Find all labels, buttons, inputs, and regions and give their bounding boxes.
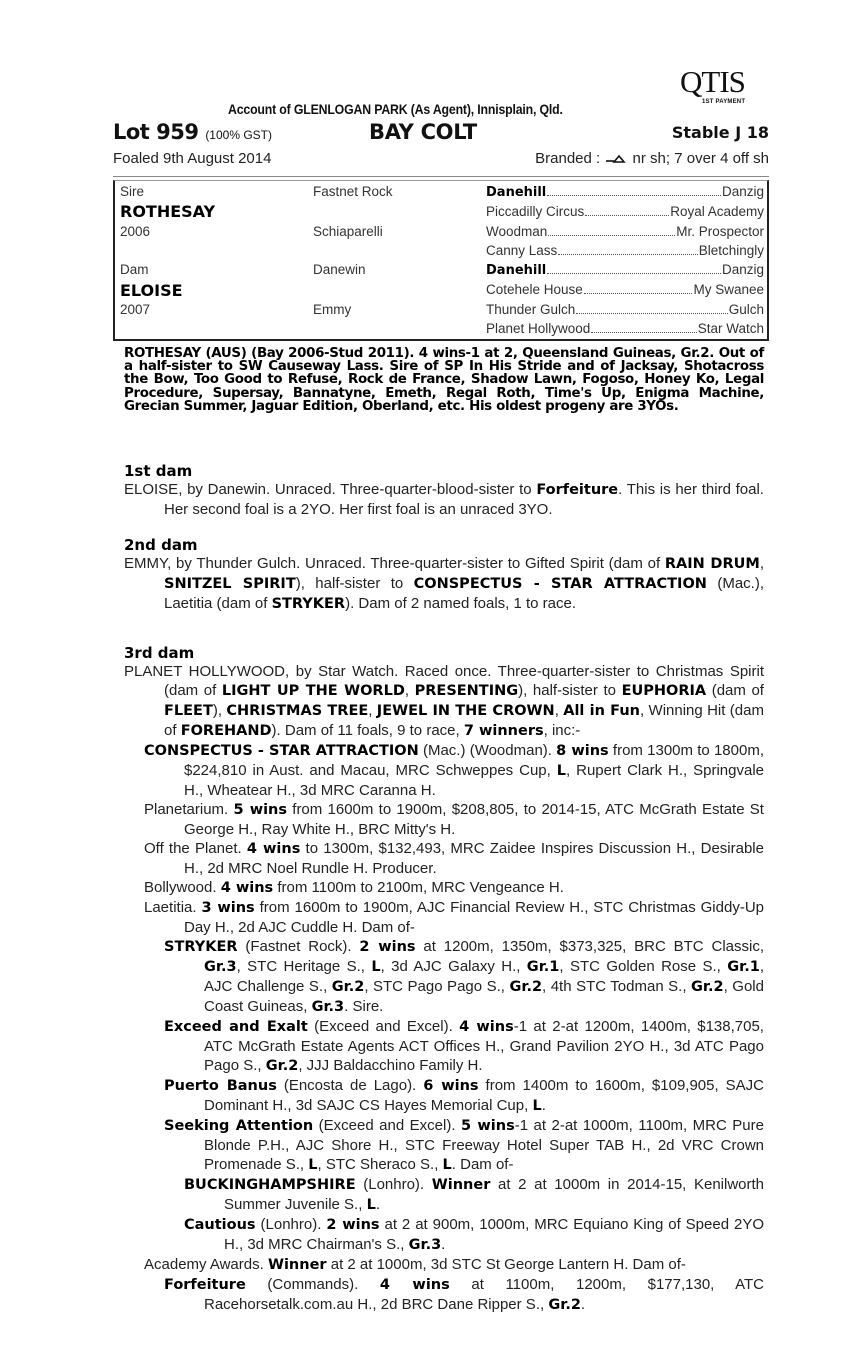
progeny-puerto-banus [124, 1076, 764, 1116]
sire-name: ROTHESAY [120, 202, 216, 221]
vendor-account: Account of GLENLOGAN PARK (As Agent), Innisplain, Qld. [228, 101, 563, 117]
gen3-name: Thunder Gulch [486, 302, 576, 317]
text: , STC Sheraco S., [317, 1156, 443, 1173]
text: -1 at 2-at 1000m, 1100m, MRC Pure Blonde P.H., AJC Shore H., STC Freeway Hotel Super TAB H., 2d VRC Crown Promenade S., [204, 1117, 764, 1173]
gen3-name: Planet Hollywood [486, 321, 591, 336]
bold-text: 2 wins [326, 1217, 380, 1233]
text: , STC Golden Rose S., [559, 958, 728, 975]
progeny-off-the-planet [124, 839, 764, 878]
bold-text: RAIN DRUM [664, 556, 760, 572]
bold-text: CHRISTMAS TREE [226, 703, 369, 719]
text: , [759, 555, 765, 572]
bold-text: PRESENTING [414, 683, 519, 699]
gen3-name: Danehill [486, 185, 547, 200]
bold-text: L [308, 1157, 318, 1173]
second-dam-section [124, 536, 764, 614]
progeny-exceed-and-exalt [124, 1017, 764, 1076]
text: . [541, 1097, 546, 1114]
leader-dots [591, 332, 696, 333]
text: from 1300m to 1800m, $224,810 in Aust. and Macau, MRC Schweppes Cup, [184, 742, 764, 779]
pedigree-gen3-row [486, 282, 764, 298]
text: , 3d AJC Galaxy H., [380, 958, 527, 975]
bold-text: CONSPECTUS - STAR ATTRACTION [413, 576, 707, 592]
bold-text: SNITZEL SPIRIT [164, 576, 296, 592]
text: ), half-sister to [295, 575, 414, 592]
leader-dots [585, 215, 669, 216]
bold-text: L [442, 1157, 452, 1173]
text: . Sire. [344, 998, 384, 1015]
pedigree-gen3-row [486, 321, 764, 337]
bold-text: Gr.3 [204, 959, 237, 975]
bold-text: STRYKER [164, 939, 238, 955]
bold-text: JEWEL IN THE CROWN [376, 703, 555, 719]
bold-text: FLEET [164, 703, 213, 719]
text: from 1100m to 2100m, MRC Vengeance H. [273, 879, 564, 896]
text: , JJJ Baldacchino Family H. [298, 1057, 483, 1074]
text: ), [212, 702, 227, 719]
bold-text: 4 wins [459, 1019, 514, 1035]
pedigree-gen3-row [486, 204, 764, 220]
bold-text: 7 winners [463, 723, 544, 739]
lot-number [113, 120, 272, 144]
bold-text: Gr.1 [727, 959, 760, 975]
bold-text: Gr.1 [526, 959, 560, 975]
lot-title: BAY COLT [369, 120, 477, 144]
bold-text: CONSPECTUS - STAR ATTRACTION [144, 743, 419, 759]
gen3-sire: Star Watch [697, 321, 764, 336]
bold-text: Cautious [184, 1217, 256, 1233]
bold-text: L [532, 1098, 542, 1114]
bold-text: Seeking Attention [164, 1118, 314, 1134]
brand-mark-icon [606, 154, 626, 164]
bold-text: Gr.3 [311, 999, 345, 1015]
text: at 2 at 1000m in 2014-15, Kenilworth Summer Juvenile S., [224, 1176, 765, 1213]
bold-text: L [371, 959, 381, 975]
gen3-name: Canny Lass [486, 243, 558, 258]
text: (Mac.), Laetitia (dam of [164, 575, 764, 612]
text: (Exceed and Excel). [313, 1117, 461, 1134]
dam-sire: Danewin [313, 262, 366, 277]
bold-text: 2 wins [359, 939, 416, 955]
text: Off the Planet. [144, 840, 247, 857]
gen3-sire: Danzig [721, 184, 764, 199]
pedigree-gen3-row [486, 243, 764, 259]
lot-row [113, 120, 769, 146]
text: ELOISE, by Danewin. Unraced. Three-quarter-blood-sister to [124, 481, 537, 498]
bold-text: FOREHAND [180, 723, 272, 739]
text: (Fastnet Rock). [237, 938, 360, 955]
bold-text: 8 wins [556, 743, 609, 759]
bold-text: Gr.3 [408, 1237, 442, 1253]
pedigree-gen3-row [486, 224, 764, 240]
dam-dam: Emmy [313, 302, 352, 317]
text: (Commands). [245, 1276, 380, 1293]
dam-name: ELOISE [120, 281, 183, 300]
progeny-cautious [124, 1215, 764, 1255]
bold-text: 4 wins [246, 841, 301, 857]
third-dam-heading: 3rd dam [124, 644, 195, 662]
bold-text: 5 wins [233, 802, 288, 818]
gen3-name: Piccadilly Circus [486, 204, 585, 219]
gen3-name: Woodman [486, 224, 548, 239]
text: Planetarium. [144, 801, 234, 818]
third-dam-section [124, 644, 764, 1315]
bold-text: 5 wins [460, 1118, 515, 1134]
pedigree-table [113, 180, 769, 341]
qtis-logo [676, 66, 766, 110]
text: at 2 at 1000m, 3d STC St George Lantern H. Dam of- [326, 1256, 686, 1273]
bold-text: 6 wins [423, 1078, 479, 1094]
text: -1 at 2-at 1200m, 1400m, $138,705, ATC McGrath Estate Agents ACT Offices H., Grand Pavilion 2YO H., 3d ATC Pago Pago S., [204, 1018, 764, 1074]
gen3-sire: Danzig [721, 262, 764, 277]
qtis-logo-tagline: 1ST PAYMENT [702, 99, 746, 105]
bold-text: L [556, 763, 566, 779]
text: , AJC Challenge S., [204, 958, 765, 995]
first-dam-heading: 1st dam [124, 462, 193, 480]
text: , STC Pago Pago S., [364, 978, 510, 995]
bold-text: Gr.2 [548, 1297, 581, 1313]
text: (Exceed and Excel). [307, 1018, 460, 1035]
bold-text: Gr.2 [331, 979, 365, 995]
text: ), half-sister to [518, 682, 622, 699]
sire-summary: ROTHESAY (AUS) (Bay 2006-Stud 2011). 4 wins-1 at 2, Queensland Guineas, Gr.2. Out of a half-sister to SW Causeway Lass. Sire of SP In His Stride and of Jacksay, Shotacross the Bow, Too Good to Refuse, Rock de France, Shadow Lawn, Fogoso, Honey Ko, Legal Procedure, Supersay, Bannatyne, Emeth, Regal Roth, Time's Up, Enigma Machine, Grecian Summer, Jaguar Edition, Oberland, etc. His oldest progeny are 3YOs. [124, 346, 764, 414]
text: , [368, 702, 377, 719]
text: PLANET HOLLYWOOD, by Star Watch. Raced once. Three-quarter-sister to Christmas Spirit (dam of [124, 663, 764, 699]
text: . [441, 1236, 446, 1253]
text: (Lonhro). [255, 1216, 327, 1233]
bold-text: Forfeiture [536, 482, 619, 498]
progeny-stryker [124, 937, 764, 1017]
text: (Encosta de Lago). [276, 1077, 424, 1094]
text: Bollywood. [144, 879, 221, 896]
lot-label: Lot 959 [113, 120, 199, 144]
second-dam-heading: 2nd dam [124, 536, 198, 554]
text: , Gold Coast Guineas, [204, 978, 764, 1015]
bold-text: All in Fun [563, 703, 641, 719]
text: from 1600m to 1900m, AJC Financial Review H., STC Christmas Giddy-Up Day H., 2d AJC Cuddle H. Dam of- [184, 899, 764, 936]
dam-label: Dam [120, 262, 149, 277]
gen3-sire: Gulch [728, 302, 764, 317]
gen3-sire: Bletchingly [698, 243, 764, 258]
gen3-sire: Mr. Prospector [676, 224, 764, 239]
text: . This is her third foal. Her second foal is a 2YO. Her first foal is an unraced 3YO. [164, 481, 764, 518]
bold-text: Forfeiture [164, 1277, 246, 1293]
leader-dots [558, 254, 697, 255]
branded-value: nr sh; 7 over 4 off sh [632, 150, 769, 167]
progeny-seeking-attention [124, 1116, 764, 1175]
leader-dots [548, 235, 675, 236]
bold-text: 3 wins [201, 900, 255, 916]
sire-year: 2006 [120, 224, 151, 239]
leader-dots [547, 195, 721, 196]
progeny-buckinghampshire [124, 1175, 764, 1215]
text: Laetitia. [144, 899, 202, 916]
second-dam-text [124, 554, 764, 614]
leader-dots [547, 273, 721, 274]
gen3-sire: Royal Academy [670, 204, 764, 219]
qtis-logo-text: QTIS [680, 64, 745, 99]
text: at 2 at 900m, 1000m, MRC Equiano King of Speed 2YO H., 3d MRC Chairman's S., [224, 1216, 764, 1253]
header-divider [113, 176, 769, 177]
foal-row [113, 150, 769, 170]
bold-text: L [366, 1197, 376, 1213]
leader-dots [584, 293, 693, 294]
text: (Mac.) (Woodman). [418, 742, 557, 759]
bold-text: STRYKER [271, 596, 346, 612]
text: Academy Awards. [144, 1256, 268, 1273]
text: EMMY, by Thunder Gulch. Unraced. Three-quarter-sister to Gifted Spirit (dam of [124, 555, 665, 572]
branded-label: Branded : [535, 150, 601, 167]
text: to 1300m, $132,493, MRC Zaidee Inspires Discussion H., Desirable H., 2d MRC Noel Rundle H. Producer. [184, 840, 764, 877]
text: , [404, 682, 415, 699]
progeny-forfeiture [124, 1275, 764, 1315]
text: . [375, 1196, 380, 1213]
bold-text: 4 wins [379, 1277, 450, 1293]
leader-dots [576, 313, 727, 314]
bold-text: 4 wins [220, 880, 274, 896]
progeny-academy-awards [124, 1255, 764, 1275]
text: ). Dam of 2 named foals, 1 to race. [345, 595, 577, 612]
first-dam-section [124, 462, 764, 519]
progeny-planetarium [124, 800, 764, 839]
text: . Dam of- [451, 1156, 514, 1173]
pedigree-gen3-row [486, 184, 764, 200]
sire-sire: Fastnet Rock [313, 184, 393, 199]
bold-text: Gr.2 [265, 1058, 299, 1074]
text: , Rupert Clark H., Springvale H., Wheatear H., 3d MRC Caranna H. [184, 762, 765, 799]
pedigree-gen3-row [486, 262, 764, 278]
bold-text: Winner [267, 1257, 327, 1273]
text: ). Dam of 11 foals, 9 to race, [271, 722, 464, 739]
progeny-laetitia [124, 898, 764, 937]
foaled-date: Foaled 9th August 2014 [113, 150, 272, 167]
bold-text: BUCKINGHAMPSHIRE [184, 1177, 356, 1193]
sire-dam: Schiaparelli [313, 224, 383, 239]
bold-text: Puerto Banus [164, 1078, 277, 1094]
text: at 1100m, 1200m, $177,130, ATC Racehorsetalk.com.au H., 2d BRC Dane Ripper S., [204, 1276, 764, 1313]
pedigree-gen3-row [486, 302, 764, 318]
gen3-name: Danehill [486, 263, 547, 278]
dam-year: 2007 [120, 302, 151, 317]
text: (Lonhro). [355, 1176, 432, 1193]
third-dam-intro [124, 662, 764, 741]
text: , [554, 702, 564, 719]
text: , inc:- [543, 722, 581, 739]
text: from 1600m to 1900m, $208,805, to 2014-15, ATC McGrath Estate St George H., Ray White H., BRC Mitty's H. [184, 801, 764, 838]
text: , Winning Hit (dam of [164, 702, 764, 739]
bold-text: EUPHORIA [621, 683, 707, 699]
gen3-sire: My Swanee [693, 282, 764, 297]
text: , STC Heritage S., [236, 958, 372, 975]
bold-text: LIGHT UP THE WORLD [221, 683, 405, 699]
text: , 4th STC Todman S., [542, 978, 692, 995]
bold-text: Gr.2 [509, 979, 543, 995]
progeny-conspectus [124, 741, 764, 800]
first-dam-text [124, 480, 764, 519]
text: from 1400m to 1600m, $109,905, SAJC Dominant H., 3d SAJC CS Hayes Memorial Cup, [204, 1077, 764, 1114]
progeny-bollywood [124, 878, 764, 898]
branded-info [535, 150, 769, 167]
bold-text: Exceed and Exalt [164, 1019, 308, 1035]
text: (dam of [706, 682, 764, 699]
bold-text: Gr.2 [691, 979, 724, 995]
gen3-name: Cotehele House [486, 282, 583, 297]
text: . [580, 1296, 586, 1313]
gst-note: (100% GST) [205, 128, 272, 142]
sire-label: Sire [120, 184, 145, 199]
stable-location: Stable J 18 [671, 123, 769, 142]
bold-text: Winner [431, 1177, 491, 1193]
text: at 1200m, 1350m, $373,325, BRC BTC Classic, [415, 938, 764, 955]
